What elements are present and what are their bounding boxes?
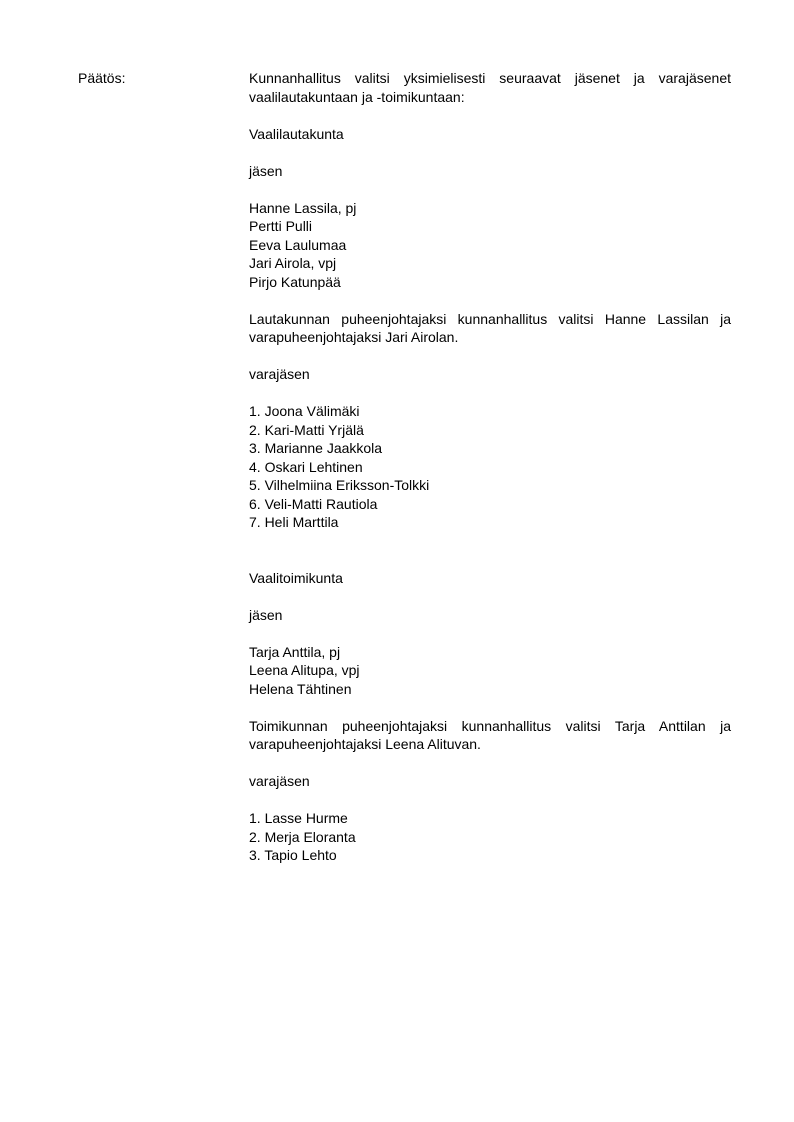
list-item: 1. Lasse Hurme [249,810,348,826]
decision-body [249,69,731,865]
deputies-heading: varajäsen [249,773,310,789]
list-item: 2. Merja Eloranta [249,828,356,845]
members-heading: jäsen [249,162,283,179]
section-vaalitoimikunta [249,569,731,865]
list-item: Jari Airola, vpj [249,255,337,271]
list-item: 1. Joona Välimäki [249,403,360,419]
list-item: Pirjo Katunpää [249,273,341,290]
section-title: Vaalilautakunta [249,125,344,142]
chair-note: Lautakunnan puheenjohtajaksi kunnanhallitus valitsi Hanne Lassilan ja varapuheenjohtajaksi Jari Airolan. [249,310,731,345]
chair-note: Toimikunnan puheenjohtajaksi kunnanhallitus valitsi Tarja Anttilan ja varapuheenjohtajaksi Leena Alituvan. [249,717,731,752]
members-heading: jäsen [249,606,283,623]
list-item: Eeva Laulumaa [249,236,347,253]
list-item: Tarja Anttila, pj [249,643,341,660]
list-item: 7. Heli Marttila [249,514,339,530]
list-item: 4. Oskari Lehtinen [249,458,363,475]
list-item: Hanne Lassila, pj [249,199,357,216]
section-title: Vaalitoimikunta [249,569,343,586]
list-item: 3. Tapio Lehto [249,847,337,863]
deputies-heading: varajäsen [249,366,310,382]
list-item: 6. Veli-Matti Rautiola [249,495,378,512]
intro-paragraph: Kunnanhallitus valitsi yksimielisesti seuraavat jäsenet ja varajäsenet vaalilautakuntaan ja -toimikuntaan: [249,70,731,105]
deputies-list [249,402,731,532]
deputies-list [249,809,731,865]
list-item: 2. Kari-Matti Yrjälä [249,421,364,438]
section-vaalilautakunta [249,125,731,532]
list-item: Pertti Pulli [249,218,313,234]
list-item: 5. Vilhelmiina Eriksson-Tolkki [249,477,430,493]
list-item: 3. Marianne Jaakkola [249,440,383,456]
decision-label: Päätös: [78,70,126,86]
list-item: Leena Alitupa, vpj [249,662,360,678]
list-item: Helena Tähtinen [249,680,352,697]
members-list [249,199,731,292]
members-list [249,643,731,699]
